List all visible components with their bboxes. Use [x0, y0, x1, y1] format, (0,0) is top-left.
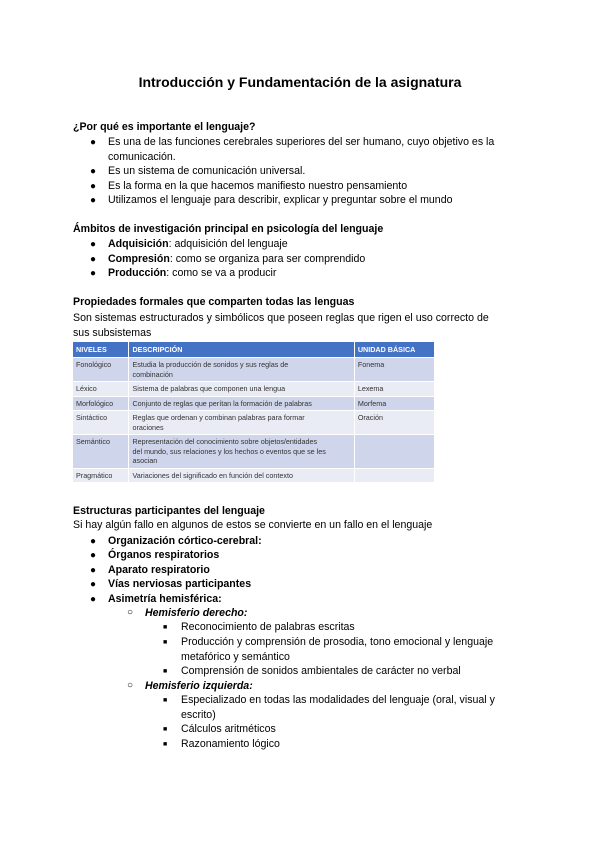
list-item: Comprensión de sonidos ambientales de carácter no verbal [181, 665, 461, 677]
square-bullet-icon: ■ [163, 624, 168, 631]
list-item: Cálculos aritméticos [181, 723, 276, 735]
list-item: Producción y comprensión de prosodia, tono emocional y lenguaje metafórico y semántico [181, 636, 494, 663]
section-heading-why: ¿Por qué es importante el lenguaje? [73, 121, 256, 133]
table-cell: Fonema [354, 358, 434, 382]
list-item-line: Es una de las funciones cerebrales superiores del ser humano, cuyo objetivo es la [108, 136, 495, 148]
list-item: Vías nerviosas participantes [108, 578, 252, 590]
table-row [73, 468, 435, 482]
square-bullet-icon: ■ [163, 697, 168, 704]
section-heading-ambitos: Ámbitos de investigación principal en psicología del lenguaje [73, 223, 384, 235]
bullet-icon: ● [90, 254, 97, 265]
bullet-icon: ● [90, 536, 97, 547]
list-item: Es un sistema de comunicación universal. [108, 165, 306, 177]
list-item: Órganos respiratorios [108, 549, 220, 561]
table-cell [354, 435, 434, 469]
table-cell: Lexema [354, 382, 434, 397]
list-item: Razonamiento lógico [181, 738, 280, 750]
list-item: Especializado en todas las modalidades del lenguaje (oral, visual y escrito) [181, 694, 495, 721]
table-cell: Oración [354, 411, 434, 435]
list-item-line: comunicación. [108, 150, 176, 163]
list-item: Asimetría hemisférica: [108, 593, 222, 605]
table-cell: Morfológico [73, 396, 129, 411]
table-row [73, 396, 435, 411]
bullet-icon: ● [90, 137, 97, 148]
table-row [73, 382, 435, 397]
list-item: Adquisición: adquisición del lenguaje [108, 238, 288, 250]
page-title: Introducción y Fundamentación de la asignatura [138, 74, 462, 90]
table-cell: Pragmático [73, 468, 129, 482]
table-row [73, 435, 435, 469]
language-levels-table [73, 342, 435, 482]
table-cell: Representación del conocimiento sobre objetos/entidades del mundo, sus relaciones y los hechos o eventos que se les asocian [129, 435, 354, 469]
bullet-icon: ● [90, 594, 97, 605]
list-item [108, 135, 494, 164]
table-cell: Morfema [354, 396, 434, 411]
circle-bullet-icon: ○ [127, 607, 134, 618]
section-heading-estructuras: Estructuras participantes del lenguaje [73, 505, 265, 517]
table-row [73, 358, 435, 382]
square-bullet-icon: ■ [163, 741, 168, 748]
table-cell: Sintáctico [73, 411, 129, 435]
sublist-heading: Hemisferio derecho: [145, 607, 248, 619]
table-row [73, 411, 435, 435]
sublist-heading: Hemisferio izquierda: [145, 680, 253, 692]
table-cell: Conjunto de reglas que perítan la formación de palabras [129, 396, 354, 411]
table-cell [354, 468, 434, 482]
table-cell: Semántico [73, 435, 129, 469]
bullet-icon: ● [90, 181, 97, 192]
table-header: UNIDAD BÁSICA [354, 342, 434, 358]
list-item: Es la forma en la que hacemos manifiesto nuestro pensamiento [108, 180, 408, 192]
table-cell: Sistema de palabras que componen una lengua [129, 382, 354, 397]
list-item: Organización córtico-cerebral: [108, 535, 262, 547]
list-item: Utilizamos el lenguaje para describir, explicar y preguntar sobre el mundo [108, 194, 453, 206]
list-item: Producción: como se va a producir [108, 267, 277, 279]
table-cell: Variaciones del significado en función del contexto [129, 468, 354, 482]
table-cell: Léxico [73, 382, 129, 397]
table-cell: Fonológico [73, 358, 129, 382]
table-header: DESCRIPCIÓN [129, 342, 354, 358]
list-item: Aparato respiratorio [108, 564, 210, 576]
bullet-icon: ● [90, 268, 97, 279]
square-bullet-icon: ■ [163, 668, 168, 675]
bullet-icon: ● [90, 579, 97, 590]
list-item: Reconocimiento de palabras escritas [181, 621, 355, 633]
square-bullet-icon: ■ [163, 726, 168, 733]
table-header-row [73, 342, 435, 358]
paragraph: Son sistemas estructurados y simbólicos que poseen reglas que rigen el uso correcto de sus subsistemas [73, 312, 489, 339]
table-header: NIVELES [73, 342, 129, 358]
bullet-icon: ● [90, 166, 97, 177]
section-heading-propiedades: Propiedades formales que comparten todas las lenguas [73, 296, 355, 308]
table-cell: Estudia la producción de sonidos y sus reglas de combinación [129, 358, 354, 382]
bullet-icon: ● [90, 550, 97, 561]
bullet-icon: ● [90, 195, 97, 206]
list-item: Compresión: como se organiza para ser comprendido [108, 253, 366, 265]
bullet-icon: ● [90, 565, 97, 576]
table-cell: Reglas que ordenan y combinan palabras para formar oraciones [129, 411, 354, 435]
circle-bullet-icon: ○ [127, 680, 134, 691]
paragraph: Si hay algún fallo en algunos de estos se convierte en un fallo en el lenguaje [73, 519, 433, 531]
bullet-icon: ● [90, 239, 97, 250]
square-bullet-icon: ■ [163, 639, 168, 646]
